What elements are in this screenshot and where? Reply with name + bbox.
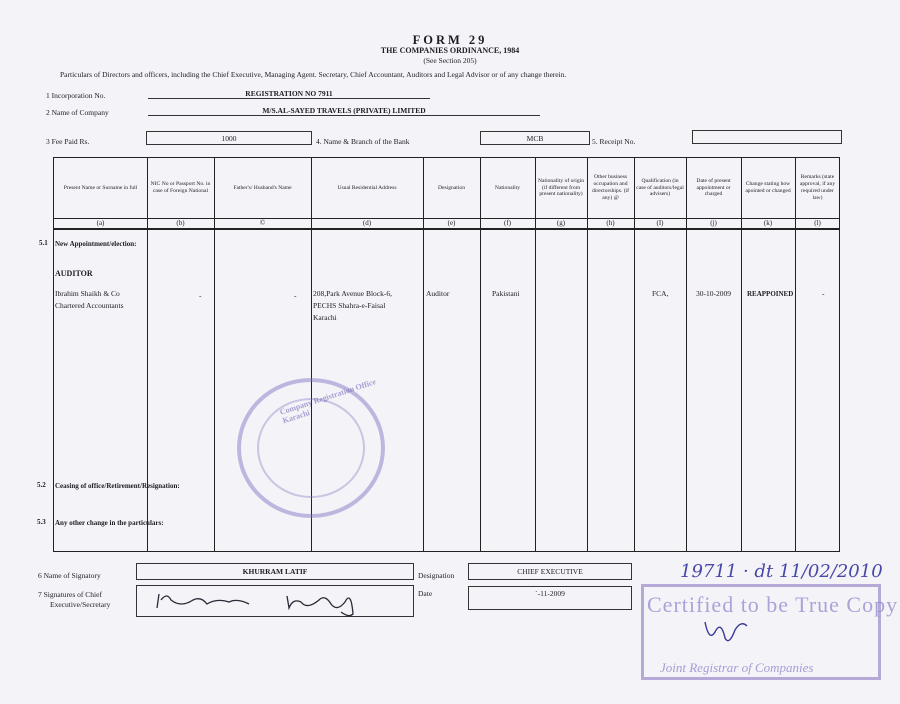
incorporation-value: REGISTRATION NO 7911 <box>148 89 430 99</box>
bank-value: MCB <box>480 131 590 145</box>
receipt-label: 5. Receipt No. <box>592 137 636 146</box>
header-other-business: Other business occupation and directorships. (if any) @ <box>592 174 629 201</box>
col-letter-f: (f) <box>504 219 511 227</box>
appointment-date: 30-10-2009 <box>696 289 731 298</box>
appointee-nationality: Pakistani <box>492 289 520 298</box>
change-method: REAPPOINED <box>747 290 794 298</box>
signature-label-line2: Executive/Secretary <box>50 600 111 609</box>
form-title: FORM 29 <box>412 33 488 47</box>
header-father: Father's/ Husband's Name <box>233 184 292 191</box>
fee-value: 1000 <box>146 131 312 145</box>
company-value: M/S.AL-SAYED TRAVELS (PRIVATE) LIMITED <box>148 106 540 116</box>
col-letter-k: (k) <box>763 219 773 227</box>
header-remarks: Remarks (state approval, if any required under law) <box>799 174 836 201</box>
address-line3: Karachi <box>313 313 337 322</box>
signatory-name-label: 6 Name of Signatory <box>38 571 101 580</box>
col-letter-a: (a) <box>96 219 105 227</box>
date-value: `-11-2009 <box>468 586 632 610</box>
section-51-label: New Appointment/election: <box>55 240 137 248</box>
registration-office-stamp <box>237 378 385 518</box>
section-53-number: 5.3 <box>37 518 46 526</box>
bank-label: 4. Name & Branch of the Bank <box>316 137 410 146</box>
col-letter-b: (b) <box>176 219 185 227</box>
appointee-qualification: FCA, <box>652 289 669 298</box>
section-52-label: Ceasing of office/Retirement/Resignation: <box>55 482 180 490</box>
section-51-heading <box>55 240 136 248</box>
col-letter-i: (I) <box>656 219 664 227</box>
col-letter-d: (d) <box>362 219 372 227</box>
section-53-label: Any other change in the particulars: <box>55 519 164 527</box>
col-letter-g: (g) <box>556 219 566 227</box>
cert-registrar-text: Joint Registrar of Companies <box>660 660 814 675</box>
col-letter-e: (e) <box>447 219 456 227</box>
appointee-designation: Auditor <box>426 289 450 298</box>
appointee-name-line2: Chartered Accountants <box>55 301 124 310</box>
header-designation: Designation <box>437 184 466 191</box>
address-line2: PECHS Shahra-e-Faisal <box>313 301 386 310</box>
role-label: AUDITOR <box>55 269 93 278</box>
designation-label: Designation <box>418 571 455 580</box>
cert-true-copy-text: Certified to be True Copy <box>647 592 899 617</box>
col-letter-h: (h) <box>606 219 615 227</box>
col-letter-l: (l) <box>814 219 821 227</box>
certification-handwriting: 19711 · dt 11/02/2010 <box>680 561 883 582</box>
ordinance-title: THE COMPANIES ORDINANCE, 1984 <box>380 46 520 55</box>
stamp-text: Company Registration Office Karachi <box>278 377 378 426</box>
designation-value: CHIEF EXECUTIVE <box>468 563 632 580</box>
section-51-number: 5.1 <box>39 239 48 247</box>
col-letter-j: (j) <box>710 219 717 227</box>
address-line1: 208,Park Avenue Block-6, <box>313 289 393 298</box>
date-label: Date <box>418 589 433 598</box>
header-nationality-origin: Nationality of origin (if different from present nationality) <box>538 177 584 198</box>
appointee-remarks: - <box>822 289 825 298</box>
company-label: 2 Name of Company <box>46 108 109 117</box>
header-change: Change stating how apointed or changed <box>745 181 791 194</box>
receipt-value <box>692 130 842 144</box>
fee-label: 3 Fee Paid Rs. <box>46 137 90 146</box>
appointee-father: - <box>294 291 297 300</box>
appointee-name-line1: Ibrahim Shaikh & Co <box>55 289 120 298</box>
header-nic: NIC No or Passport No. in case of Foreign National <box>150 181 211 194</box>
registrar-signature <box>695 612 755 652</box>
header-name: Present Name or Surname in full <box>63 184 138 191</box>
appointee-nic: - <box>199 291 202 300</box>
handwritten-signature <box>137 586 415 618</box>
section-52-number: 5.2 <box>37 481 46 489</box>
particulars-table <box>53 157 840 552</box>
signature-label-line1: 7 Signatures of Chief <box>38 590 102 599</box>
section-reference: (See Section 205) <box>423 56 477 65</box>
signatory-name-value: KHURRAM LATIF <box>136 563 414 580</box>
header-address: Usual Residential Address <box>337 184 397 191</box>
header-qualification: Qualification (in case of auditors/legal advisers) <box>636 177 684 198</box>
form-intro: Particulars of Directors and officers, including the Chief Executive, Managing Agent. Secretary, Chief Accountant, Auditors and Legal Advisor or of any change therein. <box>60 70 567 79</box>
col-letter-c: © <box>259 219 266 227</box>
header-date: Date of present appointment or charged <box>696 177 731 198</box>
incorporation-label: 1 Incorporation No. <box>46 91 106 100</box>
header-nationality: Nationality <box>494 184 521 191</box>
signature-box <box>136 585 414 617</box>
